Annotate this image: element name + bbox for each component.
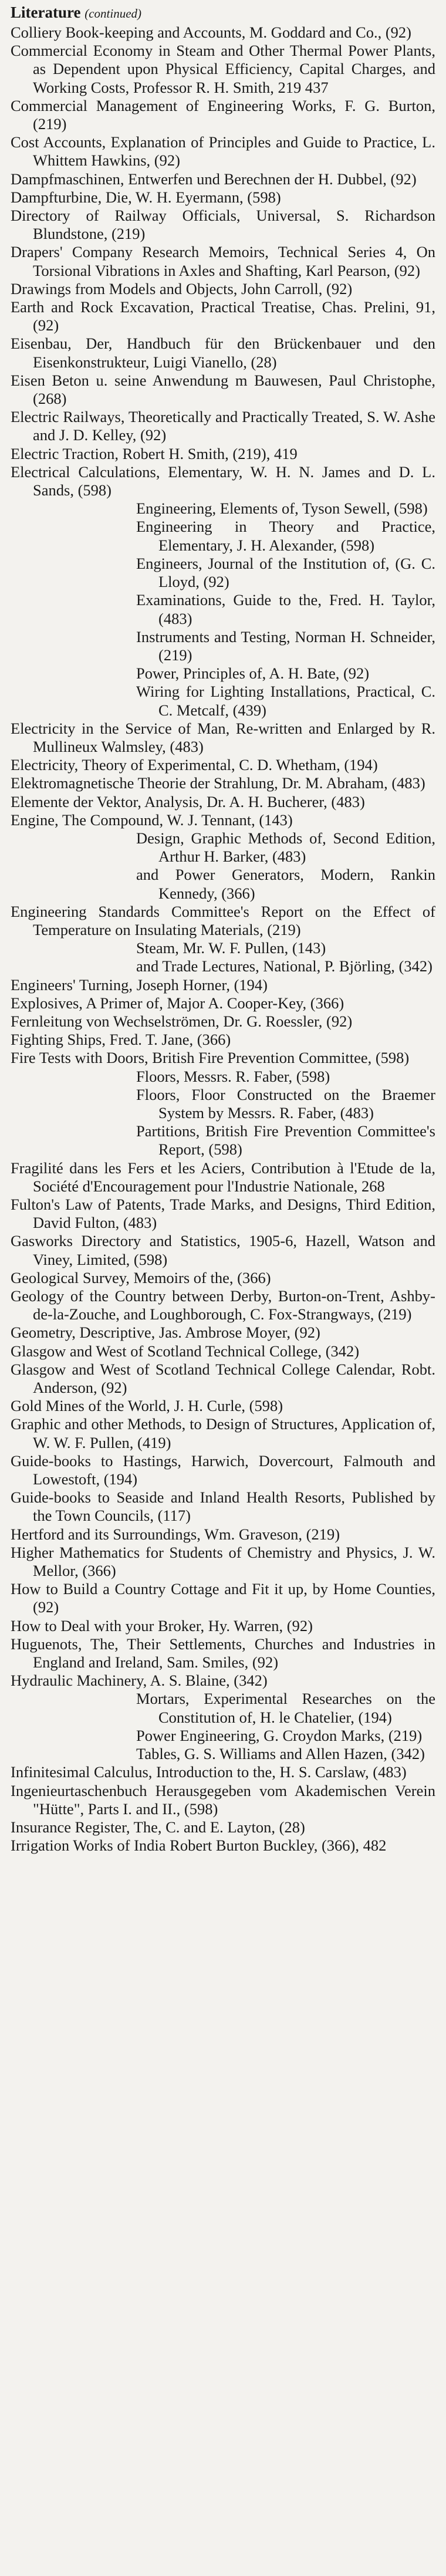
index-entry: Gold Mines of the World, J. H. Curle, (598): [11, 1397, 283, 1415]
index-subentry: Design, Graphic Methods of, Second Edition, Arthur H. Barker, (483): [136, 829, 435, 866]
index-entry: Higher Mathematics for Students of Chemistry and Physics, J. W. Mellor, (366): [11, 1543, 435, 1580]
index-subentry: Steam, Mr. W. F. Pullen, (143): [136, 939, 326, 957]
index-entry: Glasgow and West of Scotland Technical College Calendar, Robt. Anderson, (92): [11, 1360, 435, 1397]
index-subentry: Floors, Floor Constructed on the Braemer System by Messrs. R. Faber, (483): [136, 1085, 435, 1122]
index-subentry: Examinations, Guide to the, Fred. H. Taylor, (483): [136, 591, 435, 627]
index-entry: Guide-books to Seaside and Inland Health Resorts, Published by the Town Councils, (117): [11, 1488, 435, 1525]
index-entry: Electric Railways, Theoretically and Practically Treated, S. W. Ashe and J. D. Kelley, (92): [11, 408, 435, 444]
index-subentry: Wiring for Lighting Installations, Practical, C. C. Metcalf, (439): [136, 683, 435, 719]
index-entry: Hydraulic Machinery, A. S. Blaine, (342): [11, 1672, 268, 1690]
index-subentry: Engineering in Theory and Practice, Elementary, J. H. Alexander, (598): [136, 518, 435, 554]
index-entry: Fragilité dans les Fers et les Aciers, Contribution à l'Etude de la, Société d'Encouragement pour l'Industrie Nationale, 268: [11, 1159, 435, 1195]
index-entry: Eisenbau, Der, Handbuch für den Brückenbauer und den Eisenkonstrukteur, Luigi Vianello, (28): [11, 335, 435, 371]
index-subentry: Tables, G. S. Williams and Allen Hazen, (342): [136, 1745, 425, 1763]
index-subentry: and Power Generators, Modern, Rankin Kennedy, (366): [136, 866, 435, 902]
index-entry: Engineers' Turning, Joseph Horner, (194): [11, 975, 268, 994]
index-entry: Colliery Book-keeping and Accounts, M. Goddard and Co., (92): [11, 23, 411, 41]
index-entry: Cost Accounts, Explanation of Principles and Guide to Practice, L. Whittem Hawkins, (92): [11, 133, 435, 170]
index-entry: Electrical Calculations, Elementary, W. H. N. James and D. L. Sands, (598): [11, 462, 435, 499]
index-entry: Electric Traction, Robert H. Smith, (219), 419: [11, 444, 298, 462]
index-subentry: Instruments and Testing, Norman H. Schneider, (219): [136, 627, 435, 664]
index-subentry: Engineering, Elements of, Tyson Sewell, (598): [136, 499, 428, 518]
index-entry: How to Deal with your Broker, Hy. Warren, (92): [11, 1616, 313, 1635]
index-entry: Commercial Management of Engineering Works, F. G. Burton, (219): [11, 96, 435, 133]
index-entry: Graphic and other Methods, to Design of Structures, Application of, W. W. F. Pullen, (419): [11, 1415, 435, 1451]
index-subentry: Mortars, Experimental Researches on the Constitution of, H. le Chatelier, (194): [136, 1690, 435, 1726]
index-subentry: Power Engineering, G. Croydon Marks, (219): [136, 1726, 423, 1744]
index-entry: Drapers' Company Research Memoirs, Technical Series 4, On Torsional Vibrations in Axles and Shafting, Karl Pearson, (92): [11, 243, 435, 279]
index-entry: Fighting Ships, Fred. T. Jane, (366): [11, 1031, 231, 1049]
index-entry: Fire Tests with Doors, British Fire Prevention Committee, (598): [11, 1049, 410, 1067]
index-entry: Fulton's Law of Patents, Trade Marks, and Designs, Third Edition, David Fulton, (483): [11, 1196, 435, 1232]
index-entry: How to Build a Country Cottage and Fit it up, by Home Counties, (92): [11, 1580, 435, 1616]
index-subentry: Partitions, British Fire Prevention Committee's Report, (598): [136, 1122, 435, 1159]
index-entry: Guide-books to Hastings, Harwich, Dovercourt, Falmouth and Lowestoft, (194): [11, 1451, 435, 1488]
index-entry: Directory of Railway Officials, Universal, S. Richardson Blundstone, (219): [11, 207, 435, 243]
index-entry: Dampfmaschinen, Entwerfen und Berechnen der H. Dubbel, (92): [11, 170, 417, 188]
index-entry: Earth and Rock Excavation, Practical Treatise, Chas. Prelini, 91, (92): [11, 298, 435, 335]
heading-continued: (continued): [85, 6, 142, 21]
index-entry: Elemente der Vektor, Analysis, Dr. A. H. Bucherer, (483): [11, 792, 365, 811]
index-entry: Commercial Economy in Steam and Other Thermal Power Plants, as Dependent upon Physical Efficiency, Capital Charges, and Working Costs, Professor R. H. Smith, 219 437: [11, 42, 435, 96]
index-entries: [11, 23, 435, 1855]
index-entry: Explosives, A Primer of, Major A. Cooper-Key, (366): [11, 994, 344, 1012]
index-subentry: Engineers, Journal of the Institution of, (G. C. Lloyd, (92): [136, 554, 435, 591]
index-entry: Drawings from Models and Objects, John Carroll, (92): [11, 279, 353, 298]
index-entry: Elektromagnetische Theorie der Strahlung, Dr. M. Abraham, (483): [11, 774, 425, 792]
index-entry: Electricity, Theory of Experimental, C. D. Whetham, (194): [11, 756, 378, 774]
index-entry: Geological Survey, Memoirs of the, (366): [11, 1268, 271, 1287]
index-entry: Electricity in the Service of Man, Re-written and Enlarged by R. Mullineux Walmsley, (483): [11, 719, 435, 755]
index-entry: Eisen Beton u. seine Anwendung m Bauwesen, Paul Christophe, (268): [11, 371, 435, 408]
index-entry: Gasworks Directory and Statistics, 1905-6, Hazell, Watson and Viney, Limited, (598): [11, 1232, 435, 1268]
index-entry: Engine, The Compound, W. J. Tennant, (143): [11, 811, 293, 829]
index-entry: Fernleitung von Wechselströmen, Dr. G. Roessler, (92): [11, 1012, 353, 1030]
index-entry: Glasgow and West of Scotland Technical College, (342): [11, 1342, 360, 1360]
heading-title: Literature: [11, 4, 81, 21]
index-entry: Geometry, Descriptive, Jas. Ambrose Moyer, (92): [11, 1324, 320, 1342]
index-subentry: Floors, Messrs. R. Faber, (598): [136, 1067, 330, 1085]
index-entry: Dampfturbine, Die, W. H. Eyermann, (598): [11, 188, 281, 206]
index-subentry: and Trade Lectures, National, P. Björling, (342): [136, 957, 433, 975]
index-entry: Insurance Register, The, C. and E. Layton, (28): [11, 1818, 305, 1836]
section-heading: [11, 2, 435, 23]
index-entry: Engineering Standards Committee's Report on the Effect of Temperature on Insulating Materials, (219): [11, 902, 435, 938]
index-entry: Hertford and its Surroundings, Wm. Graveson, (219): [11, 1525, 340, 1543]
index-subentry: Power, Principles of, A. H. Bate, (92): [136, 664, 370, 683]
index-entry: Ingenieurtaschenbuch Herausgegeben vom Akademischen Verein "Hütte", Parts I. and II., (598): [11, 1781, 435, 1818]
index-entry: Huguenots, The, Their Settlements, Churches and Industries in England and Ireland, Sam. Smiles, (92): [11, 1635, 435, 1672]
index-entry: Infinitesimal Calculus, Introduction to the, H. S. Carslaw, (483): [11, 1763, 407, 1781]
index-entry: Irrigation Works of India Robert Burton Buckley, (366), 482: [11, 1836, 387, 1855]
index-entry: Geology of the Country between Derby, Burton-on-Trent, Ashby-de-la-Zouche, and Loughborough, C. Fox-Strangways, (219): [11, 1287, 435, 1324]
